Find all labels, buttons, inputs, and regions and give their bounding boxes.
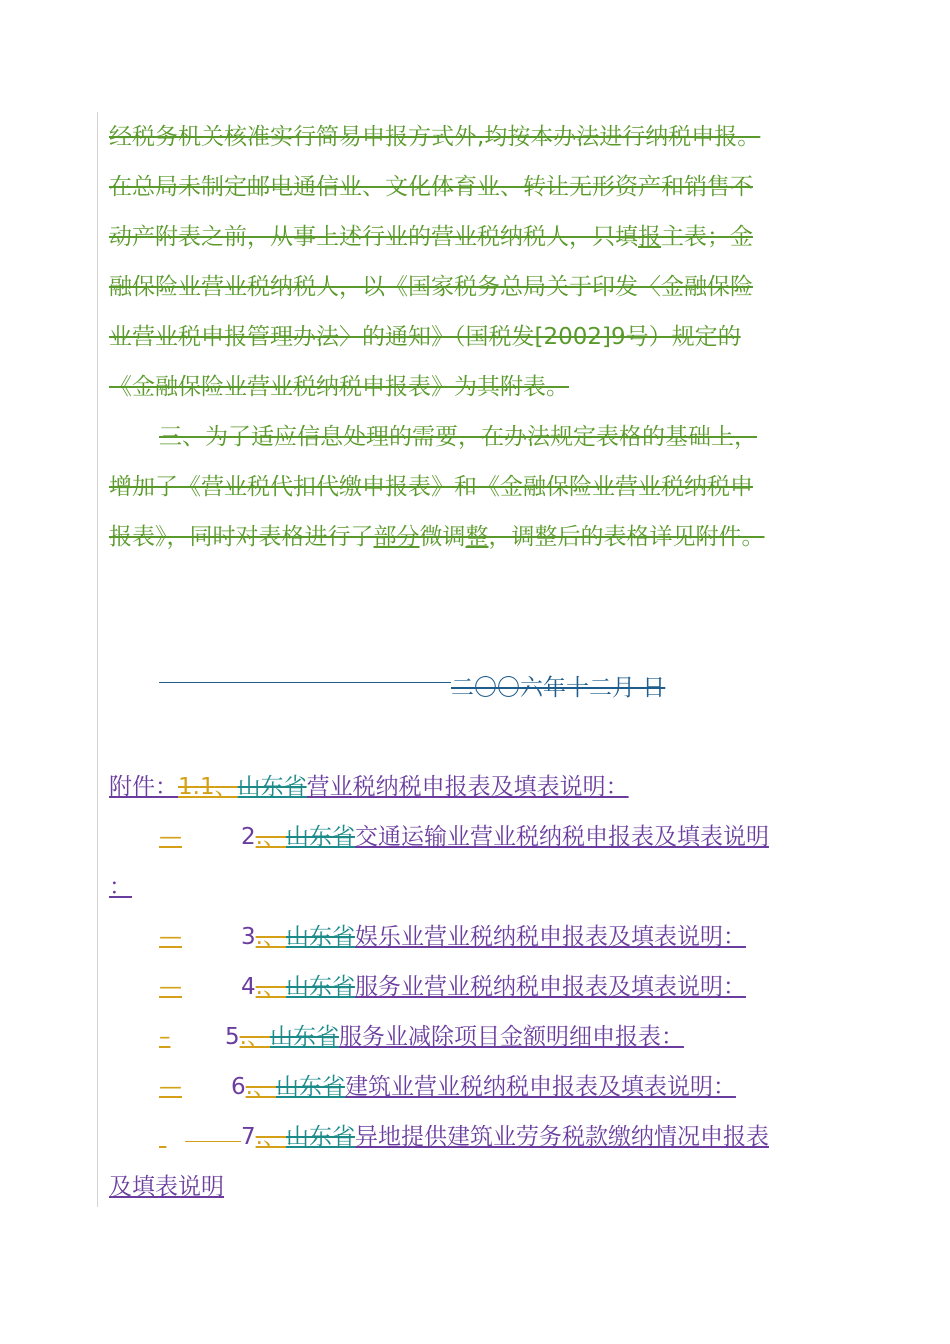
- paragraph1-line-5: 业营业税申报管理办法〉的通知》（国税发[2002]9号）规定的: [109, 324, 741, 350]
- attachment-1-num: 1: [199, 774, 215, 800]
- attachment-5-dash: –: [159, 1024, 171, 1050]
- attachment-7-num: 7: [241, 1124, 256, 1150]
- attachment-2-num: 2: [241, 824, 256, 850]
- attachment-item-5: [159, 1020, 684, 1054]
- paragraph2-line-3-text: 报表》，同时对表格进行了: [109, 524, 374, 550]
- attachment-item-6: [159, 1070, 736, 1104]
- paragraph2-line-3-inserted-1: 部分: [373, 524, 420, 550]
- attachment-2-tail: ：: [109, 874, 132, 900]
- margin-guide-line: [97, 112, 98, 1207]
- date-text: 二〇〇六年十二月 日: [451, 675, 666, 701]
- attachment-7-province: 山东省: [285, 1124, 355, 1150]
- attachment-1-title: 营业税纳税申报表及填表说明：: [306, 774, 629, 800]
- attachment-item-7-wrap: [109, 1170, 224, 1204]
- attachment-7-sep: .、: [255, 1124, 286, 1150]
- paragraph1-line-3-tail: 主表；金: [661, 224, 753, 250]
- attachment-5-num: 5: [225, 1024, 240, 1050]
- attachment-4-title: 服务业营业税纳税申报表及填表说明：: [354, 974, 746, 1000]
- attachment-7-dash: [159, 1120, 185, 1154]
- attachment-1-province: 山东省: [237, 774, 307, 800]
- attachment-7-title: 异地提供建筑业劳务税款缴纳情况申报表: [354, 1124, 769, 1150]
- attachment-1-num-old: 1.: [178, 774, 200, 800]
- attachment-6-province: 山东省: [275, 1074, 345, 1100]
- attachment-item-7: [159, 1120, 769, 1154]
- attachment-item-1: [109, 770, 629, 804]
- attachments-label: 附件：: [109, 774, 178, 800]
- attachment-7-tail: 及填表说明: [109, 1174, 224, 1200]
- attachment-6-dash: —: [159, 1074, 182, 1100]
- attachment-2-dash: —: [159, 824, 182, 850]
- date-blank-line: [159, 682, 451, 683]
- attachment-2-province: 山东省: [285, 824, 355, 850]
- attachment-5-title: 服务业减除项目金额明细申报表：: [338, 1024, 684, 1050]
- attachment-4-num: 4: [241, 974, 256, 1000]
- attachment-4-sep: .、: [255, 974, 286, 1000]
- attachment-1-sep: 、: [214, 774, 238, 800]
- attachment-3-title: 娱乐业营业税纳税申报表及填表说明：: [354, 924, 746, 950]
- paragraph2-line-3-inserted-2: 整: [465, 524, 489, 550]
- attachment-5-province: 山东省: [269, 1024, 339, 1050]
- attachment-3-province: 山东省: [285, 924, 355, 950]
- attachment-3-dash: —: [159, 924, 182, 950]
- date-line: [159, 671, 665, 705]
- attachment-3-num: 3: [241, 924, 256, 950]
- attachment-5-sep: .、: [239, 1024, 270, 1050]
- paragraph1-line-1: 经税务机关核准实行简易申报方式外,均按本办法进行纳税申报。: [109, 124, 761, 150]
- attachment-item-3: [159, 920, 746, 954]
- paragraph1-line-2: 在总局未制定邮电通信业、文化体育业、转让无形资产和销售不: [109, 174, 753, 200]
- attachment-item-4: [159, 970, 746, 1004]
- paragraph1-line-3: [109, 220, 753, 254]
- attachment-6-title: 建筑业营业税纳税申报表及填表说明：: [344, 1074, 736, 1100]
- paragraph2-line-2: 增加了《营业税代扣代缴申报表》和《金融保险业营业税纳税申: [109, 474, 753, 500]
- attachment-item-2-wrap: [109, 870, 132, 904]
- paragraph1-line-4: 融保险业营业税纳税人，以《国家税务总局关于印发〈金融保险: [109, 274, 753, 300]
- attachment-3-sep: .、: [255, 924, 286, 950]
- attachment-2-title: 交通运输业营业税纳税申报表及填表说明: [354, 824, 769, 850]
- paragraph2-line-3-mid: 微调: [419, 524, 466, 550]
- attachment-4-dash: —: [159, 974, 182, 1000]
- attachment-6-sep: .、: [245, 1074, 276, 1100]
- attachment-item-2: [159, 820, 769, 854]
- attachment-4-province: 山东省: [285, 974, 355, 1000]
- paragraph1-line-3-inserted: 报: [638, 224, 661, 250]
- attachment-6-num: 6: [231, 1074, 246, 1100]
- attachment-2-sep: .、: [255, 824, 286, 850]
- paragraph2-line-1: 三、为了适应信息处理的需要，在办法规定表格的基础上，: [159, 424, 757, 450]
- paragraph2-line-3-tail: ，调整后的表格详见附件。: [488, 524, 765, 550]
- paragraph1-line-6: 《金融保险业营业税纳税申报表》为其附表。: [109, 374, 569, 400]
- paragraph1-line-3-text: 动产附表之前，从事上述行业的营业税纳税人，只填: [109, 224, 638, 250]
- paragraph2-line-3: [109, 520, 765, 554]
